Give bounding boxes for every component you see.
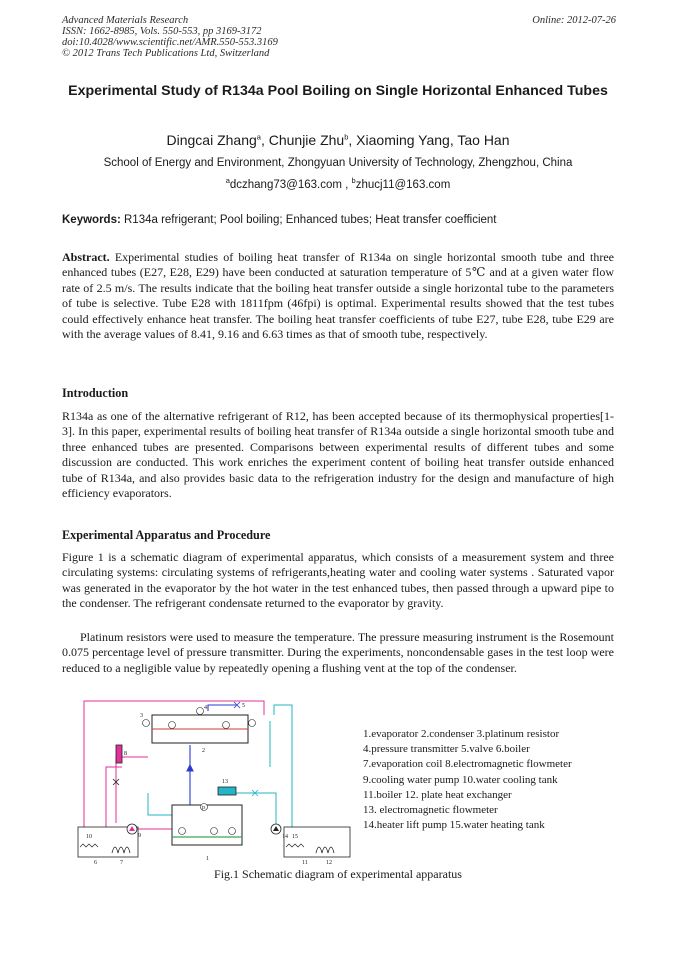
label-14: 14 — [282, 834, 288, 840]
introduction-heading: Introduction — [62, 386, 129, 400]
label-2: 2 — [202, 748, 205, 754]
temp-sensor-f — [179, 828, 186, 835]
temp-sensor-b — [169, 722, 176, 729]
legend-line-2: 4.pressure transmitter 5.valve 6.boiler — [363, 743, 530, 756]
legend-line-3: 7.evaporation coil 8.electromagnetic flowmeter — [363, 758, 572, 771]
email-2-mark: b — [351, 176, 356, 186]
doi-line: doi:10.4028/www.scientific.net/AMR.550-553.3169 — [62, 37, 278, 48]
keywords-label: Keywords: — [62, 214, 121, 226]
label-5: 5 — [242, 703, 245, 709]
apparatus-schematic — [76, 697, 356, 865]
email-line: $^a$dczhang73@163.com , $^b$zhucj11@163.com — [225, 176, 451, 191]
keywords — [62, 213, 614, 228]
author-2: Chunjie Zhu — [268, 132, 345, 148]
affiliation: School of Energy and Environment, Zhongyuan University of Technology, Zhengzhou, China — [103, 157, 573, 169]
label-8: 8 — [124, 751, 127, 757]
water-heating-tank — [284, 827, 350, 857]
flowmeter-8 — [116, 745, 122, 763]
legend-line-5: 11.boiler 12. plate heat exchanger — [363, 788, 512, 801]
temp-sensor-d — [223, 722, 230, 729]
label-1: 1 — [206, 856, 209, 862]
author-1: Dingcai Zhang — [166, 132, 257, 148]
legend-line-4: 9.cooling water pump 10.water cooling tank — [363, 773, 558, 786]
apparatus-paragraph-2: Platinum resistors were used to measure the temperature. The pressure measuring instrument is the Rosemount 0.075 percentage level of pressure transmitter. During the experiments, noncondensable gases in the test loop were reduced to a negligible value by repeatedly opening a flushing vent at the top of the condenser. — [62, 630, 614, 675]
riser-arrow — [187, 765, 193, 771]
figure-caption: Fig.1 Schematic diagram of experimental apparatus — [214, 867, 462, 881]
evaporator — [172, 805, 242, 845]
email-1-mark: a — [225, 176, 230, 186]
legend-line-6: 13. electromagnetic flowmeter — [363, 804, 498, 817]
abstract-text: Experimental studies of boiling heat transfer of R134a on single horizontal smooth tube and three enhanced tubes (E27, E28, E29) have been conducted at saturation temperature of 5℃ and at a given water flow rate of 2.5 m/s. The results indicate that the boiling heat transfer outside a single horizontal tube to the parameters of tube is selective. Tube E28 with 1811fpm (46fpi) is optimal. Experimental results showed that the test tubes could effectively enhance heat transfer. The boiling heat transfer coefficients of tube E27, tube E28, tube E29 are with the average values of 8.41, 9.16 and 6.63 times as that of smooth tube, respectively. — [62, 250, 614, 342]
journal-header — [62, 15, 278, 59]
introduction-text: R134a as one of the alternative refrigerant of R12, has been accepted because of its thermophysical properties[1-3]. In this paper, experimental results of boiling heat transfer of R134a outside a single horizontal smooth tube and three enhanced tubes are presented. Comparisons between experimental results of different tubes and some discussion are conducted. This work enriches the experiment content of boiling heat transfer outside enhanced tube of R134a, and also provides basic data to the refrigeration industry for the design and manufacture of high efficiency evaporators. — [62, 409, 614, 501]
author-2-mark: b — [344, 132, 349, 142]
vent-line — [208, 705, 236, 711]
cyan-top-line — [274, 705, 292, 827]
temp-sensor-h — [229, 828, 236, 835]
issn-line: ISSN: 1662-8985, Vols. 550-553, pp 3169-3172 — [62, 26, 262, 37]
abstract-label: Abstract. — [62, 250, 110, 264]
paper-title: Experimental Study of R134a Pool Boiling on Single Horizontal Enhanced Tubes — [68, 83, 608, 99]
temp-sensor-e — [249, 720, 256, 727]
label-4: 4 — [204, 705, 207, 711]
label-13: 13 — [222, 779, 228, 785]
label-11: 11 — [302, 860, 308, 865]
abstract — [62, 250, 614, 342]
keywords-text: R134a refrigerant; Pool boiling; Enhanced tubes; Heat transfer coefficient — [124, 214, 497, 226]
figure-legend — [363, 727, 572, 833]
author-1-mark: a — [256, 132, 261, 142]
legend-line-7: 14.heater lift pump 15.water heating tank — [363, 819, 545, 832]
label-9: 9 — [138, 833, 141, 839]
author-list: Dingcai Zhang$^a$, Chunjie Zhu$^b$, Xiaoming Yang, Tao Han — [166, 132, 510, 148]
label-12: 12 — [326, 860, 332, 865]
label-p: p — [202, 805, 205, 811]
label-6: 6 — [94, 860, 97, 865]
copyright-line: © 2012 Trans Tech Publications Ltd, Switzerland — [62, 48, 270, 59]
legend-line-1: 1.evaporator 2.condenser 3.platinum resistor — [363, 728, 560, 740]
label-3: 3 — [140, 713, 143, 719]
email-1[interactable]: dczhang73@163.com — [229, 179, 342, 191]
journal-name: Advanced Materials Research — [62, 15, 189, 26]
apparatus-heading: Experimental Apparatus and Procedure — [62, 528, 271, 542]
magenta-supply-line — [106, 767, 122, 827]
temp-sensor-a — [143, 720, 150, 727]
label-7: 7 — [120, 860, 123, 865]
author-rest: , Xiaoming Yang, Tao Han — [348, 132, 510, 148]
label-10: 10 — [86, 834, 92, 840]
apparatus-paragraph-1: Figure 1 is a schematic diagram of experimental apparatus, which consists of a measurement system and three circulating systems: circulating systems of refrigerants,heating water and cooling water systems . Saturated vapor was generated in the evaporator by the hot water in the test enhanced tubes, then passed through a upward pipe to the condenser. The refrigerant condensate returned to the evaporator by gravity. — [62, 550, 614, 611]
temp-sensor-g — [211, 828, 218, 835]
online-date: Online: 2012-07-26 — [532, 15, 616, 26]
temp-sensor-c — [197, 708, 204, 715]
label-15: 15 — [292, 834, 298, 840]
flowmeter-13 — [218, 787, 236, 795]
email-2[interactable]: zhucj11@163.com — [355, 179, 451, 191]
